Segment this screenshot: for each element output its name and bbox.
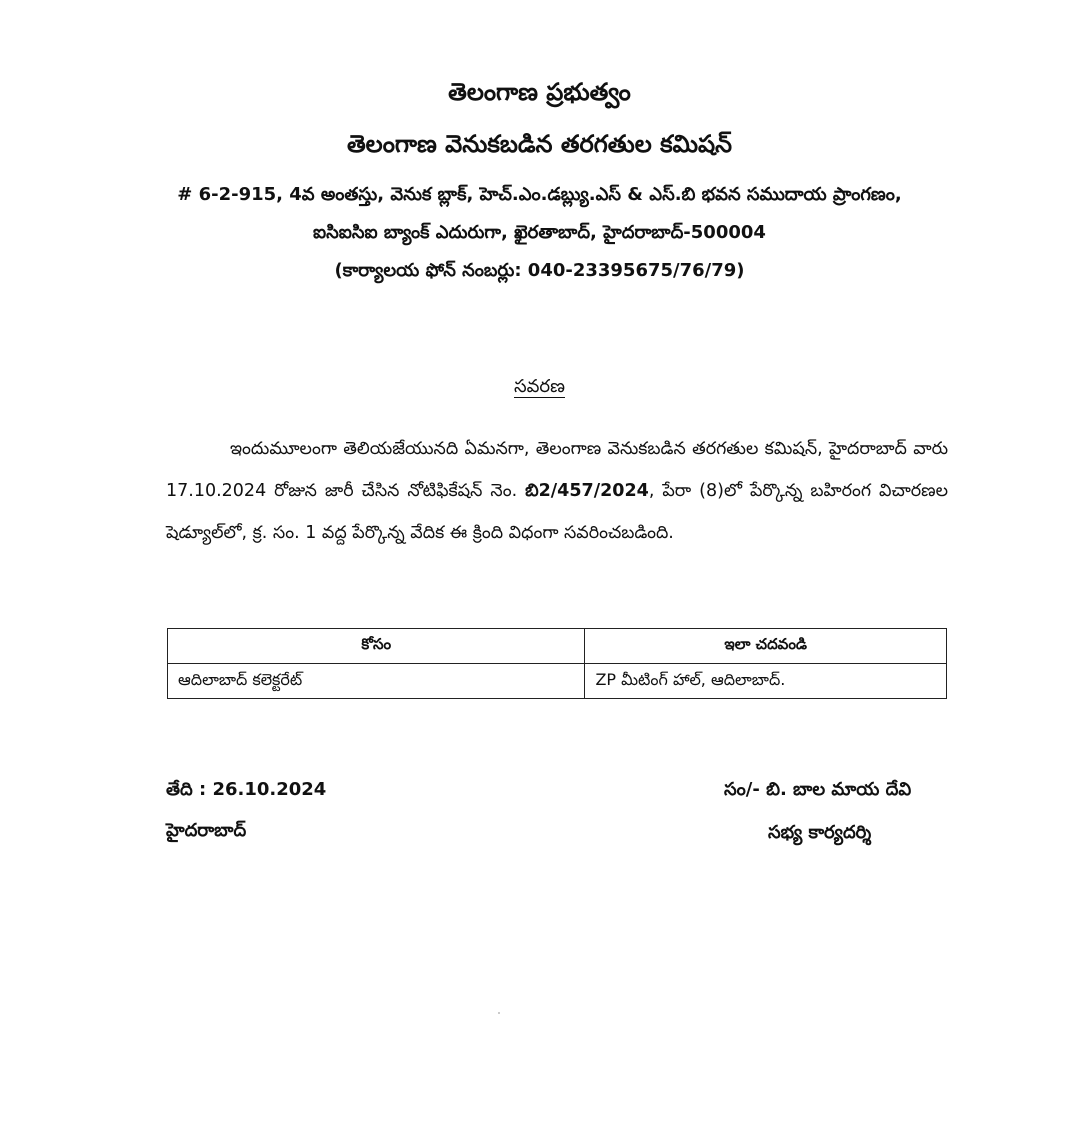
notice-body (166, 428, 948, 554)
notice-heading-wrapper (0, 376, 1079, 401)
correction-table (167, 628, 947, 699)
notice-heading: సవరణ (514, 376, 565, 397)
issue-date: తేది : 26.10.2024 (166, 779, 327, 800)
column-header-read-as: ఇలా చదవండి (585, 629, 947, 664)
issue-place: హైదరాబాద్ (166, 820, 247, 841)
table-row (168, 664, 947, 699)
table-header-row (168, 629, 947, 664)
notification-reference: బి2/457/2024 (525, 481, 649, 501)
notice-body-part-1: ఇందుమూలంగా తెలియజేయునది ఏమనగా, తెలంగాణ వెనుకబడిన తరగతుల కమిషన్, హైదరాబాద్ వారు 17.10.2024 రోజున జారీ చేసిన నోటిఫికేషన్ నెం. (166, 439, 948, 501)
new-venue-cell: ZP మీటింగ్ హాల్, ఆదిలాబాద్. (585, 664, 947, 699)
signatory-name: సం/- బి. బాల మాయ దేవి (724, 779, 912, 800)
scan-speck (498, 1012, 500, 1014)
signatory-designation: సభ్య కార్యదర్శి (768, 822, 872, 843)
old-venue-cell: ఆదిలాబాద్ కలెక్టరేట్ (168, 664, 585, 699)
commission-title: తెలంగాణ వెనుకబడిన తరగతుల కమిషన్ (347, 130, 732, 158)
notice-body-part-2: , పేరా (8)లో పేర్కొన్న బహిరంగ విచారణల షెడ్యూల్‌లో, క్ర. సం. 1 వద్ద పేర్కొన్న వేదిక ఈ క్రింది విధంగా సవరించబడింది. (166, 481, 948, 543)
address-line-2: ఐసిఐసిఐ బ్యాంక్ ఎదురుగా, ఖైరతాబాద్, హైదరాబాద్-500004 (313, 222, 766, 243)
office-phone-numbers: (కార్యాలయ ఫోన్ నంబర్లు: 040-23395675/76/79) (334, 260, 745, 281)
column-header-for: కోసం (168, 629, 585, 664)
government-title: తెలంగాణ ప్రభుత్వం (448, 78, 631, 106)
address-line-1: # 6-2-915, 4వ అంతస్తు, వెనుక బ్లాక్, హెచ్.ఎం.డబ్ల్యు.ఎస్ & ఎస్.బి భవన సముదాయ ప్రాంగణం, (177, 184, 902, 205)
